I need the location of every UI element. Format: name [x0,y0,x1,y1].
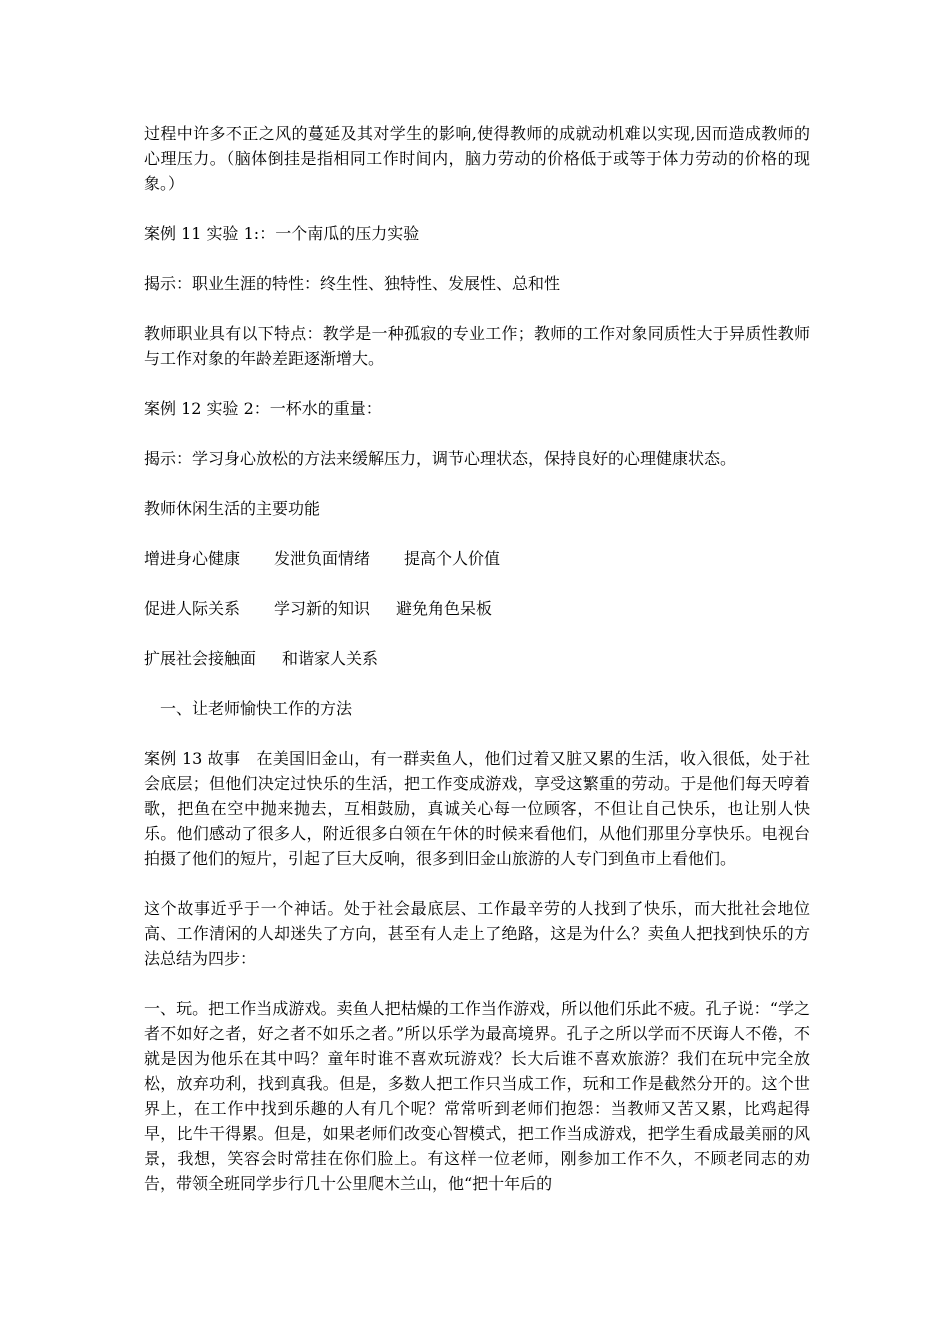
paragraph-story-reflection: 这个故事近乎于一个神话。处于社会最底层、工作最辛劳的人找到了快乐，而大批社会地位高、工作清闲的人却迷失了方向，甚至有人走上了绝路，这是为什么？卖鱼人把找到快乐的方法总结为四步： [144,899,810,968]
function-item: 学习新的知识 [274,599,371,618]
function-item: 发泄负面情绪 [274,549,371,568]
paragraph-case-12: 案例 12 实验 2：一杯水的重量： [144,399,382,418]
paragraph-reveal-career: 揭示：职业生涯的特性：终生性、独特性、发展性、总和性 [144,274,561,293]
function-item: 提高个人价值 [404,549,501,568]
function-row-2 [144,596,810,621]
paragraph-reveal-relax: 揭示：学习身心放松的方法来缓解压力，调节心理状态，保持良好的心理健康状态。 [144,449,737,468]
function-item: 促进人际关系 [144,599,241,618]
paragraph-case-11: 案例 11 实验 1:：一个南瓜的压力实验 [144,224,420,243]
paragraph-leisure-functions-title: 教师休闲生活的主要功能 [144,499,321,518]
function-item: 避免角色呆板 [396,599,493,618]
function-row-1 [144,546,810,571]
paragraph-teacher-pressure: 过程中许多不正之风的蔓延及其对学生的影响,使得教师的成就动机难以实现,因而造成教师的心理压力。（脑体倒挂是指相同工作时间内，脑力劳动的价格低于或等于体力劳动的价格的现象。） [144,124,810,193]
paragraph-case-13-story: 案例 13 故事 在美国旧金山，有一群卖鱼人，他们过着又脏又累的生活，收入很低，处于社会底层；但他们决定过快乐的生活，把工作变成游戏，享受这繁重的劳动。于是他们每天哼着歌，把鱼在空中抛来抛去，互相鼓励，真诚关心每一位顾客，不但让自己快乐，也让别人快乐。他们感动了很多人，附近很多白领在午休的时候来看他们，从他们那里分享快乐。电视台拍摄了他们的短片，引起了巨大反响，很多到旧金山旅游的人专门到鱼市上看他们。 [144,749,810,868]
function-item: 和谐家人关系 [282,649,379,668]
function-row-3 [144,646,810,671]
function-item: 扩展社会接触面 [144,649,257,668]
section-heading-happy-work: 一、让老师愉快工作的方法 [160,699,353,718]
document-body [144,121,810,1221]
paragraph-teacher-traits: 教师职业具有以下特点：教学是一种孤寂的专业工作；教师的工作对象同质性大于异质性教师与工作对象的年龄差距逐渐增大。 [144,324,810,368]
paragraph-step-play: 一、玩。把工作当成游戏。卖鱼人把枯燥的工作当作游戏，所以他们乐此不疲。孔子说：“学之者不如好之者，好之者不如乐之者。”所以乐学为最高境界。孔子之所以学而不厌诲人不倦，不就是因为他乐在其中吗？童年时谁不喜欢玩游戏？长大后谁不喜欢旅游？我们在玩中完全放松，放弃功利，找到真我。但是，多数人把工作只当成工作，玩和工作是截然分开的。这个世界上，在工作中找到乐趣的人有几个呢？常常听到老师们抱怨：当教师又苦又累，比鸡起得早，比牛干得累。但是，如果老师们改变心智模式，把工作当成游戏，把学生看成最美丽的风景，我想，笑容会时常挂在你们脸上。有这样一位老师，刚参加工作不久，不顾老同志的劝告，带领全班同学步行几十公里爬木兰山，他“把十年后的 [144,999,810,1193]
function-item: 增进身心健康 [144,549,241,568]
